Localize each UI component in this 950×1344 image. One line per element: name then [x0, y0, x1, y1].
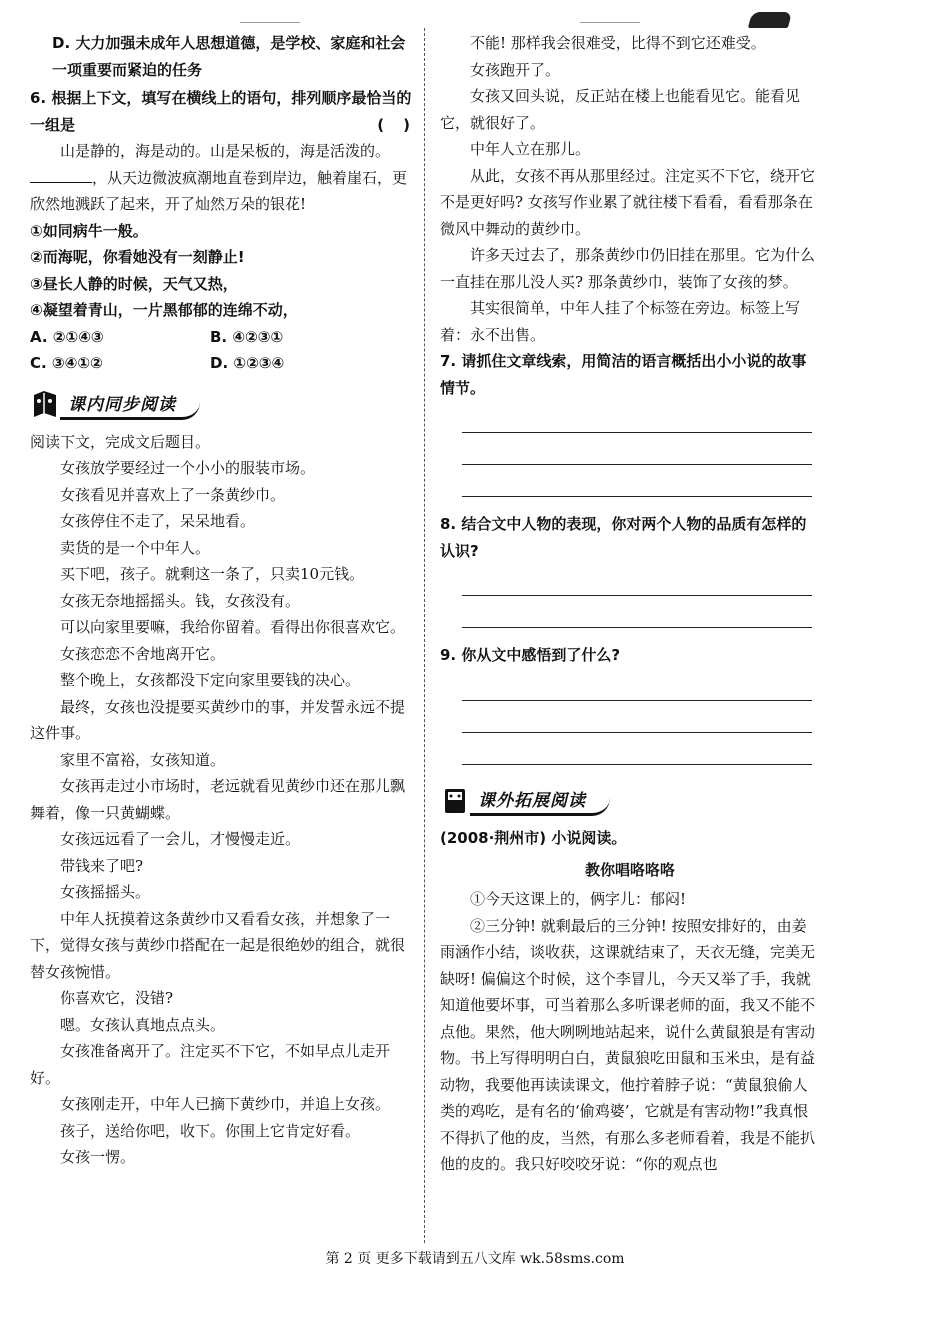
fill-blank[interactable] — [30, 168, 92, 183]
paragraph: 女孩准备离开了。注定买不下它，不如早点儿走开好。 — [30, 1042, 391, 1087]
answer-line[interactable] — [462, 700, 812, 701]
header-rule — [240, 22, 300, 23]
paragraph: 女孩跑开了。 — [470, 60, 561, 79]
question-text: 请抓住文章线索，用简洁的语言概括出小小说的故事情节。 — [440, 352, 807, 397]
left-column — [30, 30, 412, 1171]
paragraph: 女孩停住不走了，呆呆地看。 — [60, 512, 256, 530]
paragraph: 女孩又回头说，反正站在楼上也能看见它。能看见它，就很好了。 — [440, 87, 801, 132]
paragraph: 中年人抚摸着这条黄纱巾又看看女孩，并想象了一下，觉得女孩与黄纱巾搭配在一起是很绝妙的组合，就很替女孩惋惜。 — [30, 909, 406, 981]
answer-line[interactable] — [462, 432, 812, 433]
question-number: 7. — [440, 352, 457, 370]
option-c[interactable]: C. ③④①② — [30, 354, 103, 372]
paragraph: 许多天过去了，那条黄纱巾仍旧挂在那里。它为什么一直挂在那儿没人买? 那条黄纱巾，装饰了女孩的梦。 — [440, 246, 816, 291]
question-8 — [440, 511, 820, 628]
header-logo — [748, 12, 792, 28]
paragraph: 从此，女孩不再从那里经过。注定买不下它，绕开它不是更好吗? 女孩写作业累了就往楼下看看，看看那条在微风中舞动的黄纱巾。 — [440, 166, 816, 238]
source-note: (2008·荆州市) 小说阅读。 — [440, 828, 627, 847]
column-divider — [424, 28, 425, 1243]
paragraph: 带钱来了吧? — [60, 856, 144, 875]
paragraph: 女孩远远看了一会儿，才慢慢走近。 — [60, 830, 301, 848]
section-title: 课内同步阅读 — [60, 388, 200, 420]
list-item: ④凝望着青山，一片黑郁郁的连绵不动， — [30, 301, 298, 319]
paragraph: 卖货的是一个中年人。 — [60, 538, 211, 557]
answer-line[interactable] — [462, 595, 812, 596]
answer-line[interactable] — [462, 764, 812, 765]
paragraph: 整个晚上，女孩都没下定向家里要钱的决心。 — [60, 671, 361, 689]
answer-line[interactable] — [462, 732, 812, 733]
option-a[interactable]: A. ②①④③ — [30, 327, 104, 346]
list-item: ③昼长人静的时候，天气又热， — [30, 274, 238, 293]
paragraph: 女孩看见并喜欢上了一条黄纱巾。 — [60, 485, 286, 504]
option-b[interactable]: B. ④②③① — [210, 327, 284, 346]
question-stem: 根据上下文，填写在横线上的语句，排列顺序最恰当的一组是 — [30, 89, 412, 134]
answer-line[interactable] — [462, 627, 812, 628]
question-text: 结合文中人物的表现，你对两个人物的品质有怎样的认识? — [440, 515, 807, 560]
paragraph: 女孩无奈地摇摇头。钱，女孩没有。 — [60, 591, 301, 610]
option-d-previous: D. 大力加强未成年人思想道德，是学校、家庭和社会一项重要而紧迫的任务 — [52, 34, 406, 79]
question-9 — [440, 642, 820, 765]
paragraph: 你喜欢它，没错? — [60, 989, 174, 1007]
passage-text: 山是静的，海是动的。山是呆板的，海是活泼的。 — [60, 142, 391, 160]
paragraph: 女孩刚走开，中年人已摘下黄纱巾，并追上女孩。 — [60, 1095, 391, 1113]
paragraph: 不能! 那样我会很难受，比得不到它还难受。 — [470, 34, 766, 52]
book-icon — [30, 387, 60, 421]
paragraph: 女孩放学要经过一个小小的服装市场。 — [60, 459, 316, 477]
answer-bracket: ( ) — [377, 115, 412, 134]
paragraph: 女孩再走过小市场时，老远就看见黄纱巾还在那儿飘舞着，像一只黄蝴蝶。 — [30, 777, 406, 822]
paragraph: 中年人立在那儿。 — [470, 140, 591, 158]
paragraph: 女孩一愣。 — [60, 1148, 136, 1166]
section-header-inclass — [30, 385, 412, 423]
paragraph: 可以向家里要嘛，我给你留着。看得出你很喜欢它。 — [60, 618, 406, 636]
paragraph: 女孩恋恋不舍地离开它。 — [60, 644, 226, 663]
paragraph: 嗯。女孩认真地点点头。 — [60, 1015, 226, 1034]
reading-intro: 阅读下文，完成文后题目。 — [30, 432, 211, 451]
passage-text: ，从天边微波疯潮地直卷到岸边，触着崖石，更欣然地溅跃了起来，开了灿然万朵的银花! — [30, 168, 408, 213]
header-rule — [580, 22, 640, 23]
list-item: ①如同病牛一般。 — [30, 221, 148, 240]
question-number: 9. — [440, 646, 457, 664]
page-footer: 第 2 页 更多下载请到五八文库 wk.58sms.com — [325, 1251, 625, 1267]
paragraph: 最终，女孩也没提要买黄纱巾的事，并发誓永远不提这件事。 — [30, 697, 406, 742]
paragraph: 女孩摇摇头。 — [60, 883, 151, 901]
paragraph: 家里不富裕，女孩知道。 — [60, 750, 226, 769]
option-d[interactable]: D. ①②③④ — [210, 354, 285, 372]
right-column — [440, 30, 820, 1178]
answer-line[interactable] — [462, 464, 812, 465]
paragraph: ②三分钟! 就剩最后的三分钟! 按照安排好的，由姜雨涵作小结，谈收获，这课就结束了，天衣无缝，完美无缺呀! 偏偏这个时候，这个李冒儿，今天又举了手，我就知道他要坏事，可当着那么多听课老师的面，我又不能不点他。果然，他大咧咧地站起来，说什么黄鼠狼是有害动物。书上写得明明白白，黄鼠狼吃田鼠和玉米虫，是有益动物，我要他再读读课文，他拧着脖子说：“黄鼠狼偷人类的鸡吃，是有名的‘偷鸡婆’，它就是有害动物!”我真恨不得扒了他的皮，当然，有那么多老师看着，我是不能扒他的皮的。我只好咬咬牙说：“你的观点也 — [440, 916, 816, 1173]
question-text: 你从文中感悟到了什么? — [461, 646, 621, 664]
story-title: 教你唱咯咯咯 — [584, 861, 675, 879]
question-7 — [440, 348, 820, 497]
section-title: 课外拓展阅读 — [470, 784, 610, 816]
paragraph: 买下吧，孩子。就剩这一条了，只卖10元钱。 — [60, 565, 365, 583]
answer-line[interactable] — [462, 496, 812, 497]
section-header-extended — [440, 781, 820, 819]
paragraph: 其实很简单，中年人挂了个标签在旁边。标签上写着：永不出售。 — [440, 299, 801, 344]
question-number: 6. — [30, 89, 47, 107]
paragraph: ①今天这课上的，俩字儿：郁闷! — [470, 890, 687, 908]
book-icon — [440, 783, 470, 817]
paragraph: 孩子，送给你吧，收下。你围上它肯定好看。 — [60, 1121, 361, 1140]
question-number: 8. — [440, 515, 457, 533]
question-6 — [30, 85, 412, 377]
list-item: ②而海呢，你看她没有一刻静止! — [30, 248, 245, 266]
